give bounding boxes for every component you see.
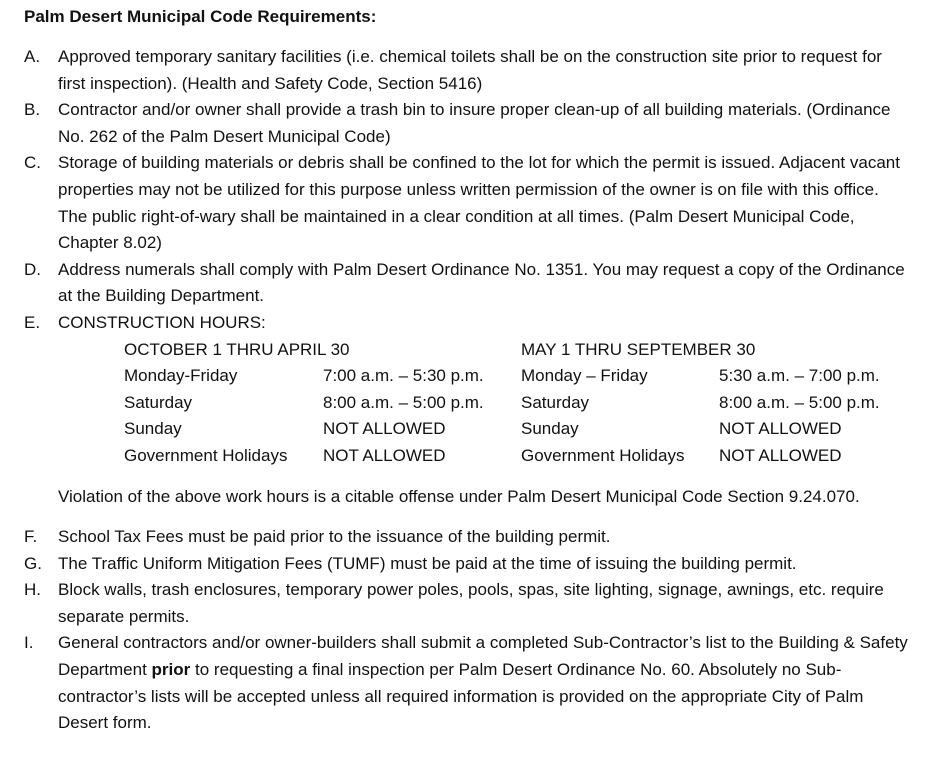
hours-header xyxy=(124,337,912,364)
item-letter: C. xyxy=(24,153,41,173)
time-value: NOT ALLOWED xyxy=(323,419,446,439)
list-item-a xyxy=(24,44,912,97)
item-letter: I. xyxy=(24,633,34,653)
period-oct-apr: OCTOBER 1 THRU APRIL 30 xyxy=(124,339,350,359)
day-label: Monday-Friday xyxy=(124,366,238,386)
hours-row xyxy=(124,416,912,443)
item-text: The Traffic Uniform Mitigation Fees (TUMF) must be paid at the time of issuing the building permit. xyxy=(58,553,797,573)
item-text: Block walls, trash enclosures, temporary power poles, pools, spas, site lighting, signage, awnings, etc. require separate permits. xyxy=(58,580,884,626)
page-title: Palm Desert Municipal Code Requirements: xyxy=(24,7,377,26)
item-letter: D. xyxy=(24,259,41,279)
item-letter: G. xyxy=(24,553,42,573)
day-label: Sunday xyxy=(124,419,182,439)
item-text-emphasis: prior xyxy=(151,660,191,680)
list-item-h xyxy=(24,577,912,630)
time-value: NOT ALLOWED xyxy=(323,445,446,465)
hours-row xyxy=(124,443,912,470)
item-text-before: General contractors and/or owner-builders shall submit a completed Sub-Contractor’s list to the Building & Safety Department xyxy=(58,633,908,680)
hours-row xyxy=(124,363,912,390)
day-label: Sunday xyxy=(521,419,579,439)
list-item-g xyxy=(24,551,912,578)
list-item-b xyxy=(24,97,912,150)
hours-row xyxy=(124,390,912,417)
item-text: CONSTRUCTION HOURS: xyxy=(58,312,266,332)
list-item-c xyxy=(24,150,912,256)
item-letter: E. xyxy=(24,312,41,332)
item-text: Storage of building materials or debris shall be confined to the lot for which the permit is issued. Adjacent vacant properties may not be utilized for this purpose unless written permission of the owner is on file with this office. The public right-of-wary shall be maintained in a clear condition at all times. (Palm Desert Municipal Code, Chapter 8.02) xyxy=(58,153,900,253)
day-label: Monday – Friday xyxy=(521,366,648,386)
time-value: NOT ALLOWED xyxy=(719,419,842,439)
item-text-after: to requesting a final inspection per Palm Desert Ordinance No. 60. Absolutely no Sub-contractor’s lists will be accepted unless all required information is provided on the appropriate City of Palm Desert form. xyxy=(58,660,864,733)
time-value: 8:00 a.m. – 5:00 p.m. xyxy=(719,392,880,412)
item-text: School Tax Fees must be paid prior to the issuance of the building permit. xyxy=(58,527,611,547)
time-value: 7:00 a.m. – 5:30 p.m. xyxy=(323,366,484,386)
item-letter: A. xyxy=(24,47,41,66)
item-letter: H. xyxy=(24,580,41,600)
item-text: Approved temporary sanitary facilities (i.e. chemical toilets shall be on the construction site prior to request for first inspection). (Health and Safety Code, Section 5416) xyxy=(58,47,882,93)
list-item-e xyxy=(24,310,912,337)
item-text xyxy=(58,630,912,736)
period-may-sep: MAY 1 THRU SEPTEMBER 30 xyxy=(521,339,756,359)
day-label: Government Holidays xyxy=(124,445,288,465)
list-item-f xyxy=(24,524,912,551)
item-text: Address numerals shall comply with Palm Desert Ordinance No. 1351. You may request a copy of the Ordinance at the Building Department. xyxy=(58,259,905,306)
list-item-d xyxy=(24,257,912,310)
day-label: Saturday xyxy=(124,392,193,412)
time-value: NOT ALLOWED xyxy=(719,445,842,465)
item-text: Contractor and/or owner shall provide a trash bin to insure proper clean-up of all building materials. (Ordinance No. 262 of the Palm Desert Municipal Code) xyxy=(58,100,891,146)
day-label: Government Holidays xyxy=(521,445,685,465)
time-value: 5:30 a.m. – 7:00 p.m. xyxy=(719,366,880,386)
day-label: Saturday xyxy=(521,392,590,412)
violation-note: Violation of the above work hours is a citable offense under Palm Desert Municipal Code Section 9.24.070. xyxy=(58,486,860,506)
item-letter: B. xyxy=(24,100,41,120)
construction-hours-table xyxy=(124,337,912,470)
item-letter: F. xyxy=(24,527,38,547)
list-item-i xyxy=(24,630,912,736)
time-value: 8:00 a.m. – 5:00 p.m. xyxy=(323,392,484,412)
